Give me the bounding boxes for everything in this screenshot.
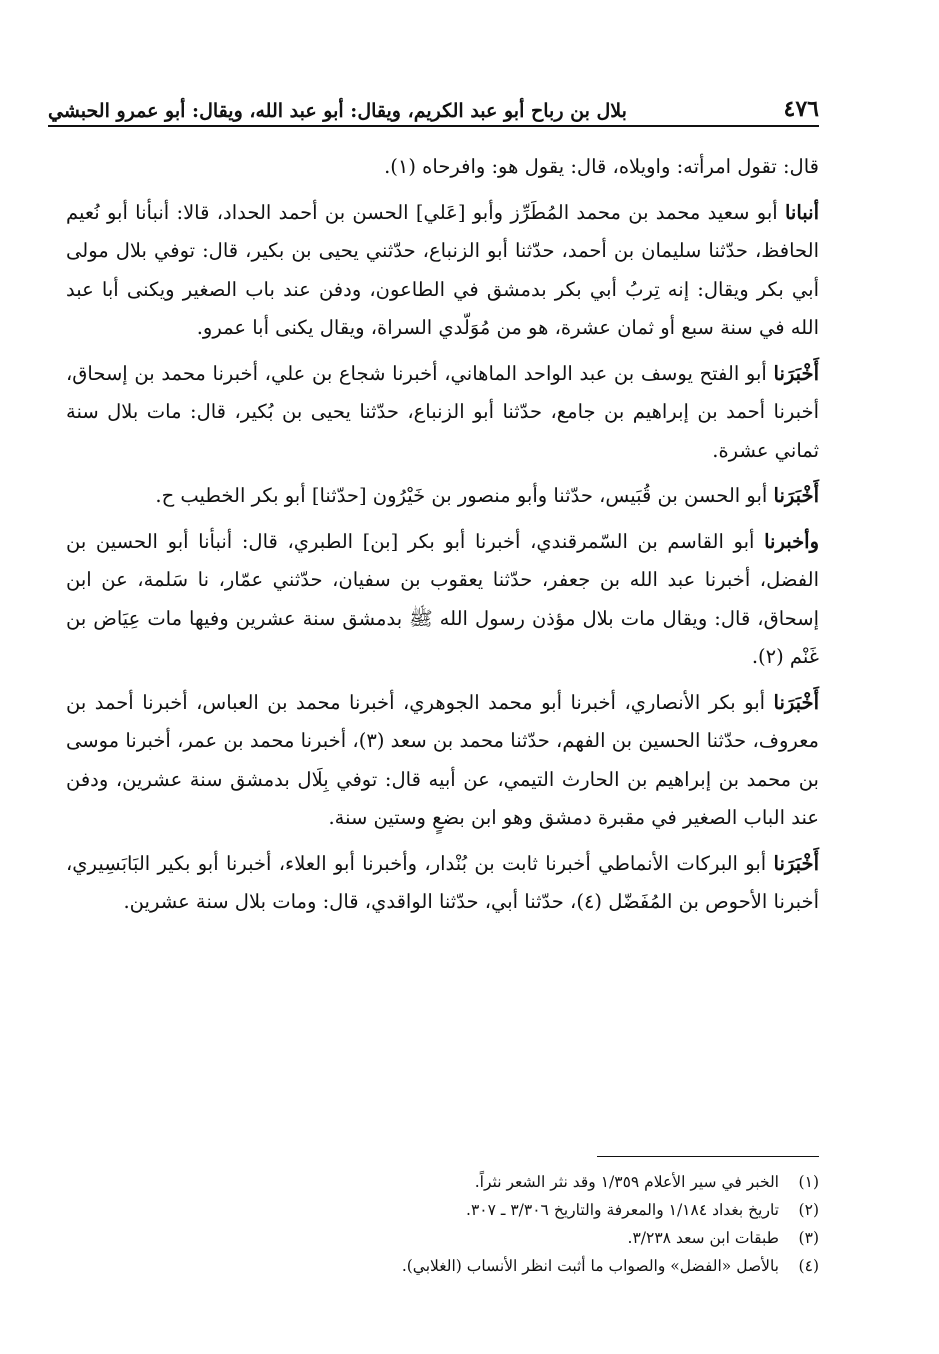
paragraph-lead: أَخْبَرَنا [773,851,819,875]
running-title: بلال بن رباح أبو عبد الكريم، ويقال: أبو عبد الله، ويقال: أبو عمرو الحبشي [48,100,627,122]
paragraph-text: أبو الفتح يوسف بن عبد الواحد الماهاني، أخبرنا شجاع بن علي، أخبرنا محمد بن إسحاق، أخبرنا أحمد بن إبراهيم بن جامع، حدّثنا أبو الزنباع، حدّثنا يحيى بن بُكير، قال: مات بلال سنة ثماني عشرة. [66,361,819,462]
footnotes [66,1168,819,1280]
paragraph-lead: أَخْبَرَنا [773,690,819,714]
paragraph [66,477,819,516]
footnote-text: طبقات ابن سعد ٣/٢٣٨. [627,1229,779,1247]
paragraph [66,523,819,677]
footnote [66,1196,819,1224]
header-divider [48,125,819,127]
footnote-number: (٢) [798,1201,819,1219]
footnote-text: بالأصل «الفضل» والصواب ما أثبت انظر الأنساب (الغلابي). [401,1257,779,1275]
running-header [48,82,819,122]
footnote-text: تاريخ بغداد ١/١٨٤ والمعرفة والتاريخ ٣/٣٠٦ ـ ٣٠٧. [466,1201,779,1219]
main-text [66,148,819,929]
paragraph [66,194,819,348]
paragraph [66,845,819,922]
paragraph [66,355,819,471]
paragraph-lead: أَخْبَرَنا [773,361,819,385]
footnote [66,1224,819,1252]
paragraph-lead: وأخبرنا [764,529,819,553]
paragraph-text: أبو القاسم بن السّمرقندي، أخبرنا أبو بكر [بن] الطبري، قال: أنبأنا أبو الحسين بن الفضل، أخبرنا عبد الله بن جعفر، حدّثنا يعقوب بن سفيان، حدّثني عمّار، نا سَلمة، عن ابن إسحاق، قال: ويقال مات بلال مؤذن رسول الله ﷺ بدمشق سنة عشرين وفيها مات عِيَاض بن غَنْم (٢). [66,529,819,668]
paragraph-text: أبو البركات الأنماطي أخبرنا ثابت بن بُنْدار، وأخبرنا أبو العلاء، أخبرنا أبو بكير البَابَسِيري، أخبرنا الأحوص بن المُفَضّل (٤)، حدّثنا أبي، حدّثنا الواقدي، قال: ومات بلال سنة عشرين. [66,851,819,913]
footnote [66,1168,819,1196]
paragraph-text: أبو الحسن بن قُبَيس، حدّثنا وأبو منصور بن خَيْرُون [حدّثنا] أبو بكر الخطيب ح. [155,484,774,507]
paragraph-text: أبو سعيد محمد بن محمد المُطَرِّز وأبو [عَلي] الحسن بن أحمد الحداد، قالا: أنبأنا أبو نُعيم الحافظ، حدّثنا سليمان بن أحمد، حدّثنا أبو الزنباع، حدّثني يحيى بن بكير، قال: توفي بلال مولى أبي بكر ويقال: إنه تِربُ أبي بكر بدمشق في الطاعون، ودفن عند باب الصغير ويكنى أبا عبد الله في سنة سبع أو ثمان عشرة، هو من مُوَلّدي السراة، ويقال يكنى أبا عمرو. [66,200,819,339]
footnote-number: (٤) [798,1257,819,1275]
footnote-number: (٣) [798,1229,819,1247]
footnote-text: الخبر في سير الأعلام ١/٣٥٩ وقد نثر الشعر نثراً. [474,1173,779,1191]
footnote-divider [597,1156,819,1157]
footnote-number: (١) [798,1173,819,1191]
paragraph-text: قال: تقول امرأته: واويلاه، قال: يقول هو: وافرحاه (١). [384,155,819,178]
paragraph-text: أبو بكر الأنصاري، أخبرنا أبو محمد الجوهري، أخبرنا محمد بن العباس، أخبرنا أحمد بن معروف، حدّثنا الحسين بن الفهم، حدّثنا محمد بن سعد (٣)، أخبرنا محمد بن عمر، أخبرنا موسى بن محمد بن إبراهيم بن الحارث التيمي، عن أبيه قال: توفي بِلَال بدمشق سنة عشرين، ودفن عند الباب الصغير في مقبرة دمشق وهو ابن بضعٍ وستين سنة. [66,690,820,829]
footnote [66,1252,819,1280]
page-number: ٤٧٦ [783,96,819,122]
paragraph-lead: أَخْبَرَنا [773,484,819,507]
paragraph-lead: أنبانا [784,200,819,224]
paragraph [66,148,819,187]
paragraph [66,684,819,838]
